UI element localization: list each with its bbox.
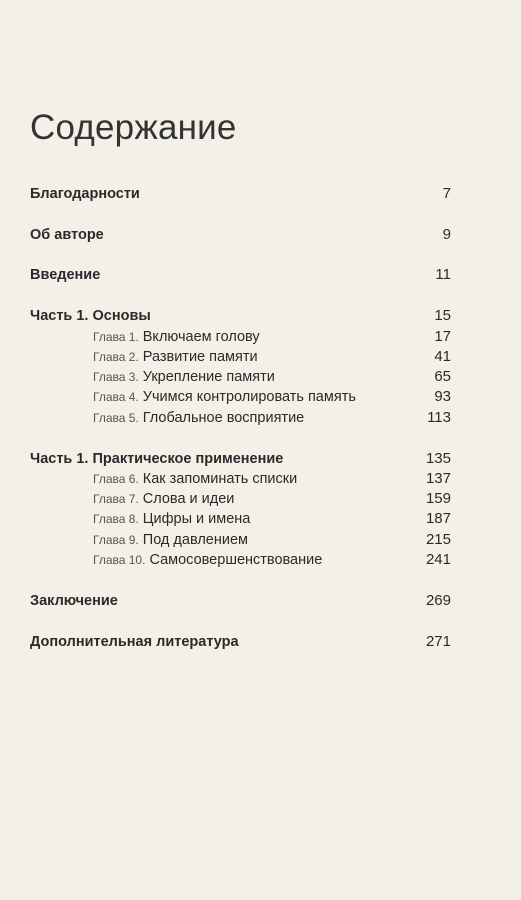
- toc-chapter-row: [0, 509, 521, 529]
- toc-entry-label: [93, 550, 322, 570]
- chapter-number: Глава 8.: [93, 512, 139, 526]
- toc-page-number: 135: [425, 450, 451, 467]
- toc-page-number: 11: [435, 266, 451, 283]
- toc-entry-label: [93, 509, 250, 529]
- chapter-title: Укрепление памяти: [142, 369, 275, 385]
- toc-page-number: 241: [425, 551, 451, 568]
- toc-section-row: [0, 225, 521, 245]
- toc-entry-label: Об авторе: [30, 227, 104, 243]
- chapter-title: Слова и идеи: [142, 491, 235, 507]
- chapter-title: Учимся контролировать память: [142, 389, 356, 405]
- chapter-title: Самосовершенствование: [149, 552, 323, 568]
- toc-page-number: 17: [434, 328, 451, 345]
- chapter-title: Включаем голову: [142, 329, 260, 345]
- toc-entry-label: Заключение: [30, 593, 118, 609]
- toc-chapter-row: [0, 469, 521, 489]
- toc-page-number: 187: [425, 510, 451, 527]
- toc-page-number: 15: [434, 307, 451, 324]
- chapter-number: Глава 6.: [93, 472, 139, 486]
- toc-entry-label: [93, 327, 260, 347]
- toc-entry-label: [93, 367, 275, 387]
- toc-section-row: [0, 632, 521, 652]
- chapter-title: Под давлением: [142, 532, 248, 548]
- toc-page-number: 137: [425, 470, 451, 487]
- toc-page-number: 9: [442, 226, 451, 243]
- toc-entry-label: [93, 387, 356, 407]
- toc-entry-label: [93, 469, 297, 489]
- toc-chapter-row: [0, 367, 521, 387]
- chapter-number: Глава 5.: [93, 411, 139, 425]
- page-title: Содержание: [30, 108, 237, 147]
- toc-page-number: 269: [425, 592, 451, 609]
- toc-chapter-row: [0, 387, 521, 407]
- chapter-number: Глава 9.: [93, 533, 139, 547]
- toc-entry-label: Часть 1. Практическое применение: [30, 451, 284, 467]
- toc-chapter-row: [0, 489, 521, 509]
- toc-entry-label: Дополнительная литература: [30, 634, 239, 650]
- chapter-number: Глава 10.: [93, 553, 146, 567]
- toc-entry-label: [93, 347, 258, 367]
- toc-entry-label: Часть 1. Основы: [30, 308, 151, 324]
- toc-section-row: [0, 449, 521, 469]
- toc-section-row: [0, 591, 521, 611]
- toc-chapter-row: [0, 530, 521, 550]
- toc-chapter-row: [0, 327, 521, 347]
- toc-entry-label: [93, 489, 234, 509]
- toc-page-number: 7: [442, 185, 451, 202]
- toc-page-number: 215: [425, 531, 451, 548]
- toc-page-number: 65: [434, 368, 451, 385]
- toc-chapter-row: [0, 408, 521, 428]
- chapter-number: Глава 7.: [93, 492, 139, 506]
- toc-entry-label: [93, 408, 304, 428]
- toc-section-row: [0, 265, 521, 285]
- toc-page-number: 93: [434, 388, 451, 405]
- toc-page-number: 113: [427, 409, 451, 426]
- toc-section-row: [0, 306, 521, 326]
- toc-entry-label: Благодарности: [30, 186, 140, 202]
- toc-page-number: 159: [425, 490, 451, 507]
- toc-page-number: 271: [425, 633, 451, 650]
- chapter-title: Как запоминать списки: [142, 471, 298, 487]
- chapter-number: Глава 2.: [93, 350, 139, 364]
- toc-entry-label: Введение: [30, 267, 101, 283]
- toc-page-number: 41: [434, 348, 451, 365]
- toc-section-row: [0, 184, 521, 204]
- chapter-title: Развитие памяти: [142, 349, 258, 365]
- chapter-number: Глава 3.: [93, 370, 139, 384]
- chapter-title: Цифры и имена: [142, 511, 251, 527]
- chapter-number: Глава 4.: [93, 390, 139, 404]
- chapter-number: Глава 1.: [93, 330, 139, 344]
- toc-chapter-row: [0, 550, 521, 570]
- toc-entry-label: [93, 530, 248, 550]
- chapter-title: Глобальное восприятие: [142, 410, 305, 426]
- toc-chapter-row: [0, 347, 521, 367]
